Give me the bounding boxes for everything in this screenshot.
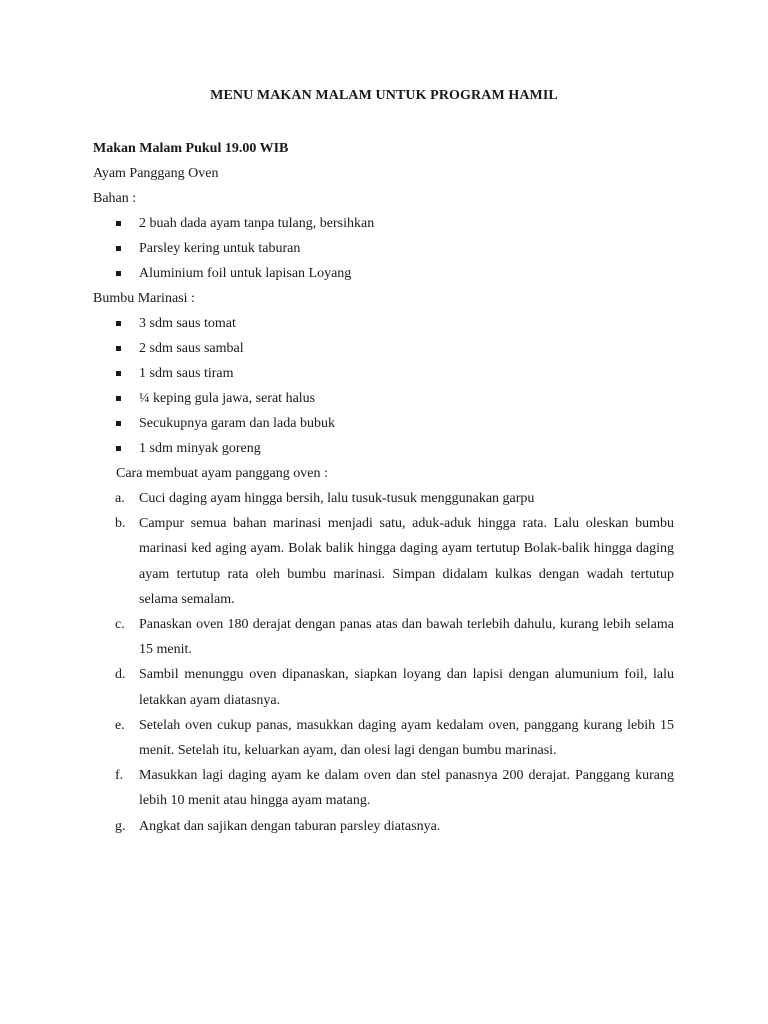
step-item [93,486,674,511]
list-item [93,436,674,461]
step-letter: b. [115,516,126,532]
marinade-text: 3 sdm saus tomat [139,316,236,331]
bullet-square-icon [116,321,121,326]
steps-label: Cara membuat ayam panggang oven : [116,466,328,481]
ingredient-text: Aluminium foil untuk lapisan Loyang [139,266,352,281]
step-text: Setelah oven cukup panas, masukkan daging ayam kedalam oven, panggang kurang lebih 15 menit. Setelah itu, keluarkan ayam, dan olesi lagi dengan bumbu marinasi. [139,717,674,759]
step-item [93,511,674,612]
step-letter: a. [115,491,125,506]
bullet-square-icon [116,396,121,401]
list-item [93,361,674,386]
ingredients-list [93,211,674,286]
step-letter: c. [115,617,125,633]
marinade-text: 2 sdm saus sambal [139,341,244,356]
document-title: MENU MAKAN MALAM UNTUK PROGRAM HAMIL [210,88,558,103]
list-item [93,236,674,261]
step-letter: f. [115,768,124,784]
steps-list [93,486,674,839]
step-text: Panaskan oven 180 derajat dengan panas atas dan bawah terlebih dahulu, kurang lebih selama 15 menit. [139,617,674,658]
step-letter: g. [115,818,126,834]
list-item [93,411,674,436]
section-heading: Makan Malam Pukul 19.00 WIB [93,141,289,156]
step-text: Masukkan lagi daging ayam ke dalam oven dan stel panasnya 200 derajat. Panggang kurang lebih 10 menit atau hingga ayam matang. [139,768,674,809]
bullet-square-icon [116,346,121,351]
step-item [93,814,674,839]
ingredient-text: Parsley kering untuk taburan [139,241,301,256]
list-item [93,386,674,411]
list-item [93,311,674,336]
step-item [93,713,674,763]
step-letter: e. [115,717,125,733]
bullet-square-icon [116,421,121,426]
bullet-square-icon [116,271,121,276]
step-letter: d. [115,667,126,683]
step-item [93,763,674,813]
bullet-square-icon [116,246,121,251]
document-body [93,136,674,839]
bullet-square-icon [116,446,121,451]
marinade-text: ¼ keping gula jawa, serat halus [139,391,316,406]
marinade-text: Secukupnya garam dan lada bubuk [139,416,335,431]
step-text: Campur semua bahan marinasi menjadi satu, aduk-aduk hingga rata. Lalu oleskan bumbu marinasi ked aging ayam. Bolak balik hingga daging ayam tertutup Bolak-balik hingga daging ayam tertutup rata oleh bumbu marinasi. Simpan didalam kulkas dengan wadah tertutup selama semalam. [139,516,674,607]
step-item [93,662,674,712]
ingredients-label: Bahan : [93,191,137,206]
list-item [93,336,674,361]
list-item [93,261,674,286]
step-text: Angkat dan sajikan dengan taburan parsley diatasnya. [139,818,441,834]
marinade-text: 1 sdm minyak goreng [139,441,261,456]
marinade-text: 1 sdm saus tiram [139,366,234,381]
step-item [93,612,674,662]
recipe-name: Ayam Panggang Oven [93,166,219,181]
ingredient-text: 2 buah dada ayam tanpa tulang, bersihkan [139,216,375,231]
bullet-square-icon [116,221,121,226]
step-text: Sambil menunggu oven dipanaskan, siapkan loyang dan lapisi dengan alumunium foil, lalu letakkan ayam diatasnya. [139,667,674,708]
step-text: Cuci daging ayam hingga bersih, lalu tusuk-tusuk menggunakan garpu [139,491,535,506]
marinade-label: Bumbu Marinasi : [93,291,195,306]
marinade-list [93,311,674,461]
list-item [93,211,674,236]
bullet-square-icon [116,371,121,376]
